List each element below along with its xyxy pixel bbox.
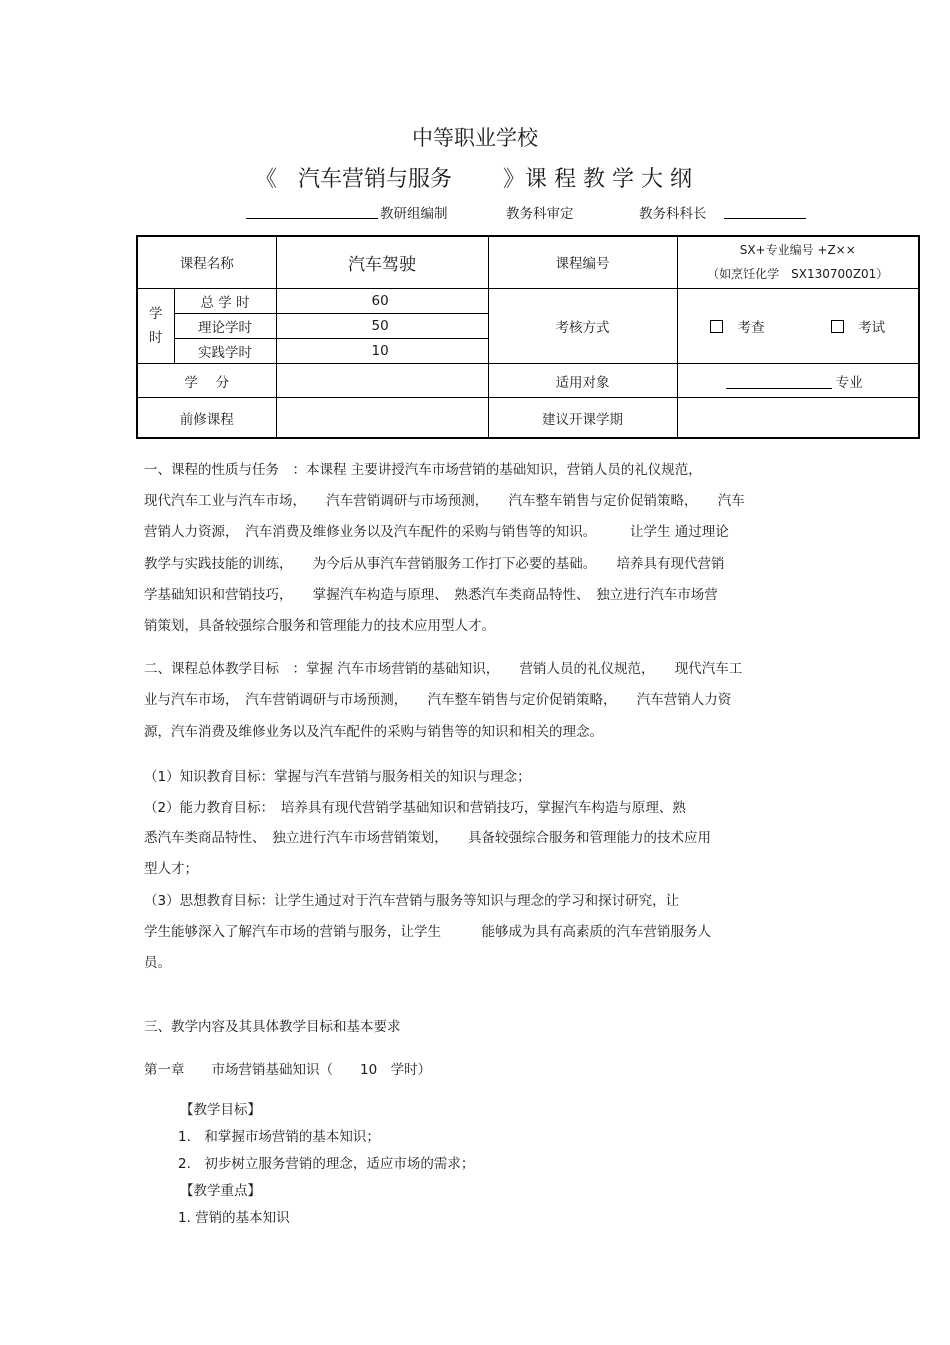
prereq-value (276, 398, 488, 438)
section2-line: 业与汽车市场， 汽车营销调研与市场预测， 汽车整车销售与定价促销策略， 汽车营销人力资 (144, 692, 732, 708)
section3-heading: 三、教学内容及其具体教学目标和基本要求 (144, 1019, 401, 1035)
title-open-bracket: 《 (255, 167, 278, 192)
total-hours-label: 总 学 时 (174, 288, 276, 313)
section1-line: 一、课程的性质与任务 ：本课程 主要讲授汽车市场营销的基础知识，营销人员的礼仪规范， (144, 462, 702, 478)
section1-line: 现代汽车工业与汽车市场， 汽车营销调研与市场预测， 汽车整车销售与定价促销策略， 汽车 (144, 493, 745, 509)
assessment-options (677, 288, 919, 363)
target-blank (726, 374, 832, 389)
prereq-label: 前修课程 (137, 398, 276, 438)
target-value (677, 364, 919, 398)
chapter-title: 第一章 市场营销基础知识（ 10 学时） (144, 1062, 432, 1078)
section1-line: 营销人力资源， 汽车消费及维修业务以及汽车配件的采购与销售等的知识。 让学生 通过理论 (144, 524, 729, 540)
course-info-table (136, 235, 920, 439)
course-code-value (677, 236, 919, 288)
course-name-value: 汽车驾驶 (276, 236, 488, 288)
objective-line: （3）思想教育目标：让学生通过对于汽车营销与服务等知识与理念的学习和探讨研究，让 (144, 893, 680, 909)
section1-line: 销策划，具备较强综合服务和管理能力的技术应用型人才。 (144, 618, 495, 634)
practice-hours-value: 10 (276, 338, 488, 363)
hours-label-1: 学 (149, 305, 163, 322)
objective-line: 员。 (144, 955, 171, 971)
exam-checkbox[interactable] (831, 320, 844, 333)
semester-label: 建议开课学期 (488, 398, 677, 438)
hours-label-2: 时 (149, 329, 163, 346)
head-label: 教务科科长 (639, 206, 707, 222)
head-blank (724, 218, 806, 219)
section2-line: 源，汽车消费及维修业务以及汽车配件的采购与销售等的知识和相关的理念。 (144, 724, 603, 740)
compiled-by-blank (246, 218, 378, 219)
hours-label (137, 288, 174, 363)
theory-hours-value: 50 (276, 313, 488, 338)
section2-line: 二、课程总体教学目标 ：掌握 汽车市场营销的基础知识， 营销人员的礼仪规范， 现代汽车工 (144, 661, 743, 677)
title-suffix: 》课 程 教 学 大 纲 (503, 167, 692, 192)
assessment-label: 考核方式 (488, 288, 677, 363)
focus-heading: 【教学重点】 (180, 1183, 261, 1199)
check-option-label: 考查 (737, 319, 765, 336)
objective-line: （2）能力教育目标： 培养具有现代营销学基础知识和营销技巧，掌握汽车构造与原理、熟 (144, 800, 686, 816)
practice-hours-label: 实践学时 (174, 338, 276, 363)
objective-line: 学生能够深入了解汽车市场的营销与服务，让学生 能够成为具有高素质的汽车营销服务人 (144, 924, 711, 940)
goal-item: 1. 和掌握市场营销的基本知识； (178, 1129, 380, 1145)
target-label: 适用对象 (488, 364, 677, 398)
objective-line: 型人才； (144, 861, 198, 877)
credits-value (276, 364, 488, 398)
check-checkbox[interactable] (710, 320, 723, 333)
semester-value (677, 398, 919, 438)
objective-line: （1）知识教育目标：掌握与汽车营销与服务相关的知识与理念； (144, 769, 531, 785)
section1-line: 学基础知识和营销技巧， 掌握汽车构造与原理、 熟悉汽车类商品特性、 独立进行汽车市场营 (144, 587, 718, 603)
reviewed-by-label: 教务科审定 (506, 206, 574, 222)
course-name-label: 课程名称 (137, 236, 276, 288)
school-title: 中等职业学校 (412, 126, 538, 150)
theory-hours-label: 理论学时 (174, 313, 276, 338)
credits-label: 学 分 (137, 364, 276, 398)
target-suffix: 专业 (835, 374, 863, 391)
focus-item: 1. 营销的基本知识 (178, 1210, 290, 1226)
section1-line: 教学与实践技能的训练， 为今后从事汽车营销服务工作打下必要的基础。 培养具有现代营销 (144, 556, 725, 572)
exam-option-label: 考试 (858, 319, 886, 336)
goal-item: 2. 初步树立服务营销的理念，适应市场的需求； (178, 1156, 475, 1172)
compiled-by-label: 教研组编制 (380, 206, 448, 222)
goal-heading: 【教学目标】 (180, 1102, 261, 1118)
course-title: 汽车营销与服务 (298, 167, 453, 192)
course-code-label: 课程编号 (488, 236, 677, 288)
course-code-line1: SX+专业编号 +Z×× (739, 243, 856, 258)
course-code-line2: （如烹饪化学 SX130700Z01） (707, 267, 889, 282)
objective-line: 悉汽车类商品特性、 独立进行汽车市场营销策划， 具备较强综合服务和管理能力的技术应用 (144, 830, 711, 846)
total-hours-value: 60 (276, 288, 488, 313)
